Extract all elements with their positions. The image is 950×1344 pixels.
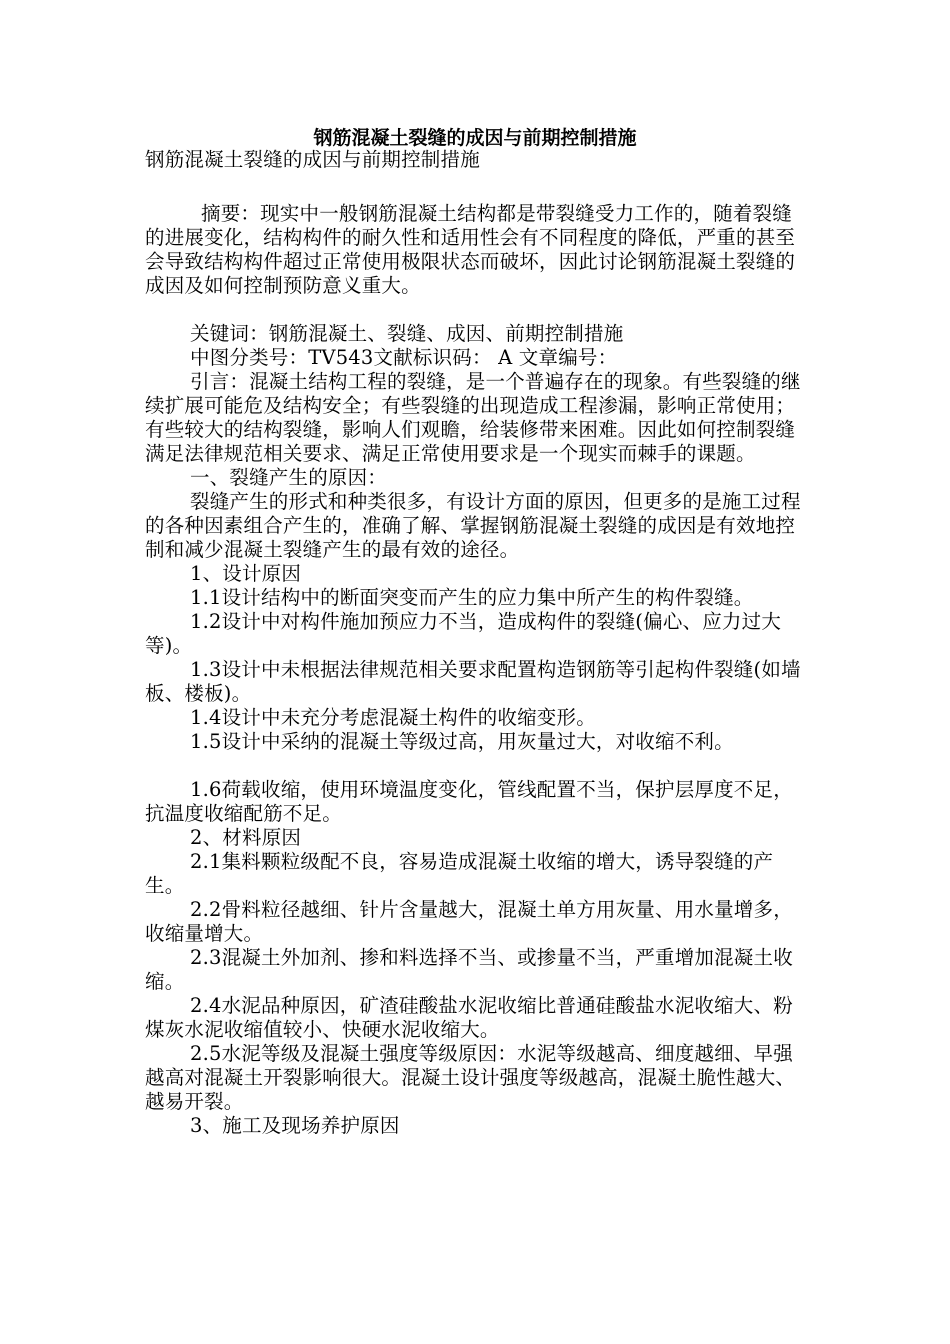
materials-item: 2.1集料颗粒级配不良，容易造成混凝土收缩的增大，诱导裂缝的产生。 bbox=[145, 850, 774, 897]
document-title: 钢筋混凝土裂缝的成因与前期控制措施 bbox=[313, 127, 637, 149]
design-item: 1.1设计结构中的断面突变而产生的应力集中所产生的构件裂缝。 bbox=[190, 586, 754, 609]
subsection-heading-construction: 3、施工及现场养护原因 bbox=[190, 1114, 400, 1137]
document-subtitle: 钢筋混凝土裂缝的成因与前期控制措施 bbox=[145, 148, 480, 171]
subsection-heading-design: 1、设计原因 bbox=[190, 562, 302, 585]
materials-item: 2.3混凝土外加剂、掺和料选择不当、或掺量不当，严重增加混凝土收缩。 bbox=[145, 946, 793, 993]
design-item: 1.4设计中未充分考虑混凝土构件的收缩变形。 bbox=[190, 706, 596, 729]
introduction-paragraph: 引言：混凝土结构工程的裂缝，是一个普遍存在的现象。有些裂缝的继续扩展可能危及结构安全；有些裂缝的出现造成工程渗漏，影响正常使用；有些较大的结构裂缝，影响人们观瞻，给装修带来困难。因此如何控制裂缝满足法律规范相关要求、满足正常使用要求是一个现实而棘手的课题。 bbox=[145, 370, 801, 465]
design-item: 1.5设计中采纳的混凝土等级过高，用灰量过大，对收缩不利。 bbox=[190, 730, 734, 753]
section-heading-causes: 一、裂缝产生的原因： bbox=[190, 466, 388, 489]
abstract-paragraph: 摘要：现实中一般钢筋混凝土结构都是带裂缝受力工作的，随着裂缝的进展变化，结构构件的耐久性和适用性会有不同程度的降低，严重的甚至会导致结构构件超过正常使用极限状态而破坏，因此讨论钢筋混凝土裂缝的成因及如何控制预防意义重大。 bbox=[145, 202, 796, 297]
keywords-line: 关键词：钢筋混凝土、裂缝、成因、前期控制措施 bbox=[190, 322, 624, 345]
design-item: 1.2设计中对构件施加预应力不当，造成构件的裂缝(偏心、应力过大等)。 bbox=[145, 610, 782, 657]
section-intro-paragraph: 裂缝产生的形式和种类很多，有设计方面的原因，但更多的是施工过程的各种因素组合产生的，准确了解、掌握钢筋混凝土裂缝的成因是有效地控制和减少混凝土裂缝产生的最有效的途径。 bbox=[145, 490, 801, 561]
document-body bbox=[145, 148, 805, 1138]
materials-item: 2.4水泥品种原因，矿渣硅酸盐水泥收缩比普通硅酸盐水泥收缩大、粉煤灰水泥收缩值较小、快硬水泥收缩大。 bbox=[145, 994, 793, 1041]
classification-line: 中图分类号：TV543文献标识码： A 文章编号： bbox=[190, 346, 618, 369]
design-item: 1.6荷载收缩，使用环境温度变化，管线配置不当，保护层厚度不足，抗温度收缩配筋不足。 bbox=[145, 778, 793, 825]
materials-item: 2.2骨料粒径越细、针片含量越大，混凝土单方用灰量、用水量增多，收缩量增大。 bbox=[145, 898, 793, 945]
subsection-heading-materials: 2、材料原因 bbox=[190, 826, 302, 849]
design-item: 1.3设计中未根据法律规范相关要求配置构造钢筋等引起构件裂缝(如墙板、楼板)。 bbox=[145, 658, 801, 705]
materials-item: 2.5水泥等级及混凝土强度等级原因：水泥等级越高、细度越细、早强越高对混凝土开裂影响很大。混凝土设计强度等级越高，混凝土脆性越大、越易开裂。 bbox=[145, 1042, 796, 1113]
